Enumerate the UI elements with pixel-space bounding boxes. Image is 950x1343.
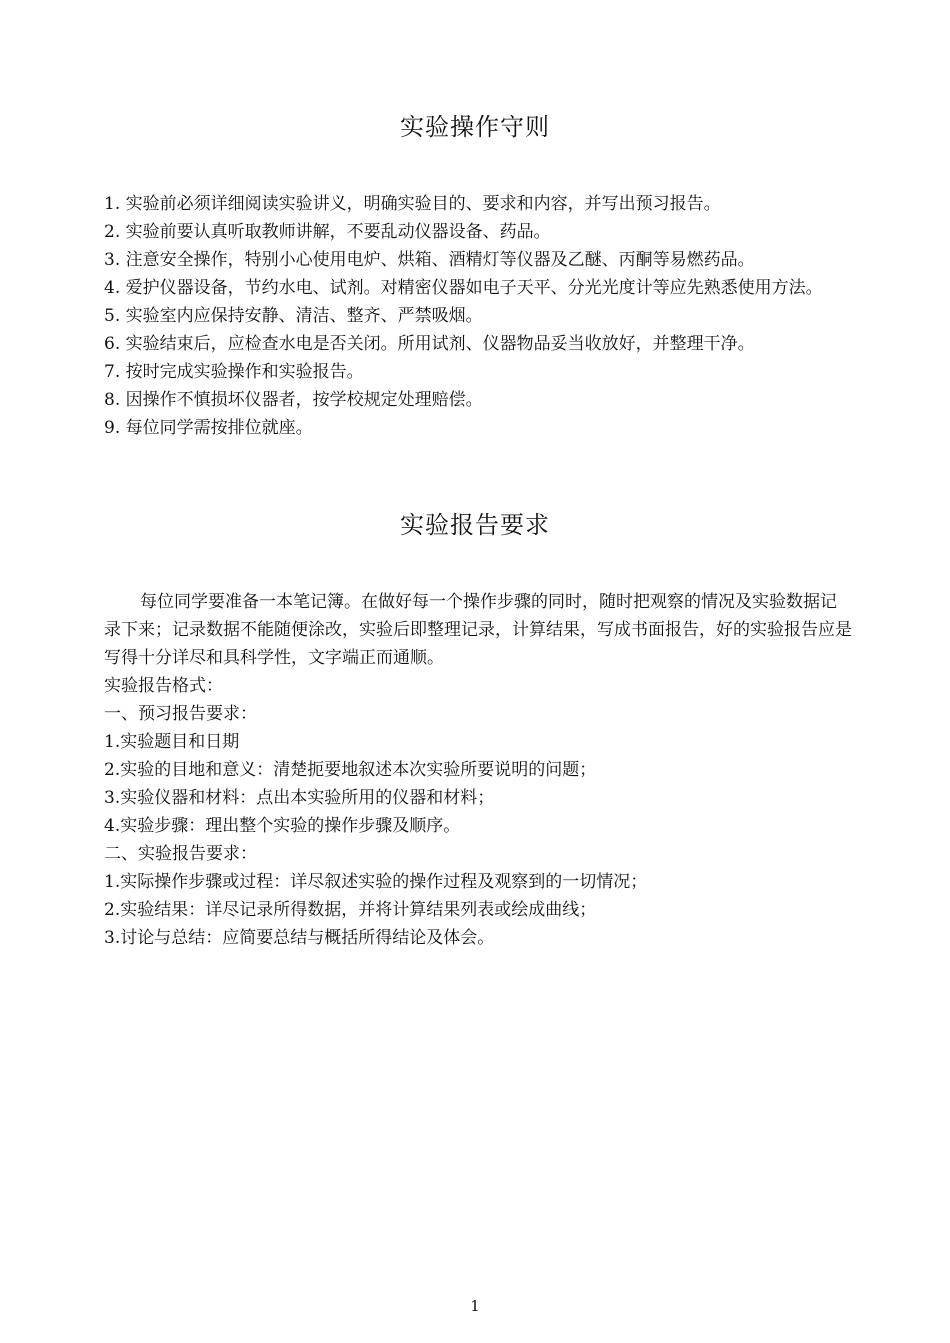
section-title-lab-rules: 实验操作守则 xyxy=(400,113,550,141)
rule-item: 3. 注意安全操作，特别小心使用电炉、烘箱、酒精灯等仪器及乙醚、丙酮等易燃药品。 xyxy=(104,250,755,270)
rule-item: 7. 按时完成实验操作和实验报告。 xyxy=(104,362,364,382)
rule-item: 2. 实验前要认真听取教师讲解，不要乱动仪器设备、药品。 xyxy=(104,222,551,242)
part2-item: 1.实际操作步骤或过程：详尽叙述实验的操作过程及观察到的一切情况； xyxy=(104,872,648,892)
rule-item: 4. 爱护仪器设备，节约水电、试剂。对精密仪器如电子天平、分光光度计等应先熟悉使用方法。 xyxy=(104,278,823,298)
part2-item: 2.实验结果：详尽记录所得数据，并将计算结果列表或绘成曲线； xyxy=(104,900,597,920)
part1-item: 2.实验的目地和意义：清楚扼要地叙述本次实验所要说明的问题； xyxy=(104,760,597,780)
format-label: 实验报告格式： xyxy=(104,676,223,696)
rule-item: 8. 因操作不慎损坏仪器者，按学校规定处理赔偿。 xyxy=(104,390,483,410)
part1-item: 4.实验步骤：理出整个实验的操作步骤及顺序。 xyxy=(104,816,461,836)
page-number: 1 xyxy=(470,1297,480,1315)
rule-item: 9. 每位同学需按排位就座。 xyxy=(104,418,313,438)
rule-item: 5. 实验室内应保持安静、清洁、整齐、严禁吸烟。 xyxy=(104,306,483,326)
intro-paragraph: 每位同学要准备一本笔记簿。在做好每一个操作步骤的同时，随时把观察的情况及实验数据记录下来；记录数据不能随便涂改，实验后即整理记录，计算结果，写成书面报告，好的实验报告应是写得十分详尽和具科学性，文字端正而通顺。 xyxy=(104,592,852,668)
rule-item: 6. 实验结束后，应检查水电是否关闭。所用试剂、仪器物品妥当收放好，并整理干净。 xyxy=(104,334,755,354)
lab-rules-list xyxy=(104,190,852,442)
rule-item: 1. 实验前必须详细阅读实验讲义，明确实验目的、要求和内容，并写出预习报告。 xyxy=(104,194,721,214)
part1-item: 3.实验仪器和材料：点出本实验所用的仪器和材料； xyxy=(104,788,495,808)
part1-item: 1.实验题目和日期 xyxy=(104,732,240,752)
part2-heading: 二、实验报告要求： xyxy=(104,844,257,864)
part2-item: 3.讨论与总结：应简要总结与概括所得结论及体会。 xyxy=(104,928,495,948)
section-title-report-requirements: 实验报告要求 xyxy=(400,511,550,539)
part1-heading: 一、预习报告要求： xyxy=(104,704,257,724)
report-requirements xyxy=(104,588,852,952)
